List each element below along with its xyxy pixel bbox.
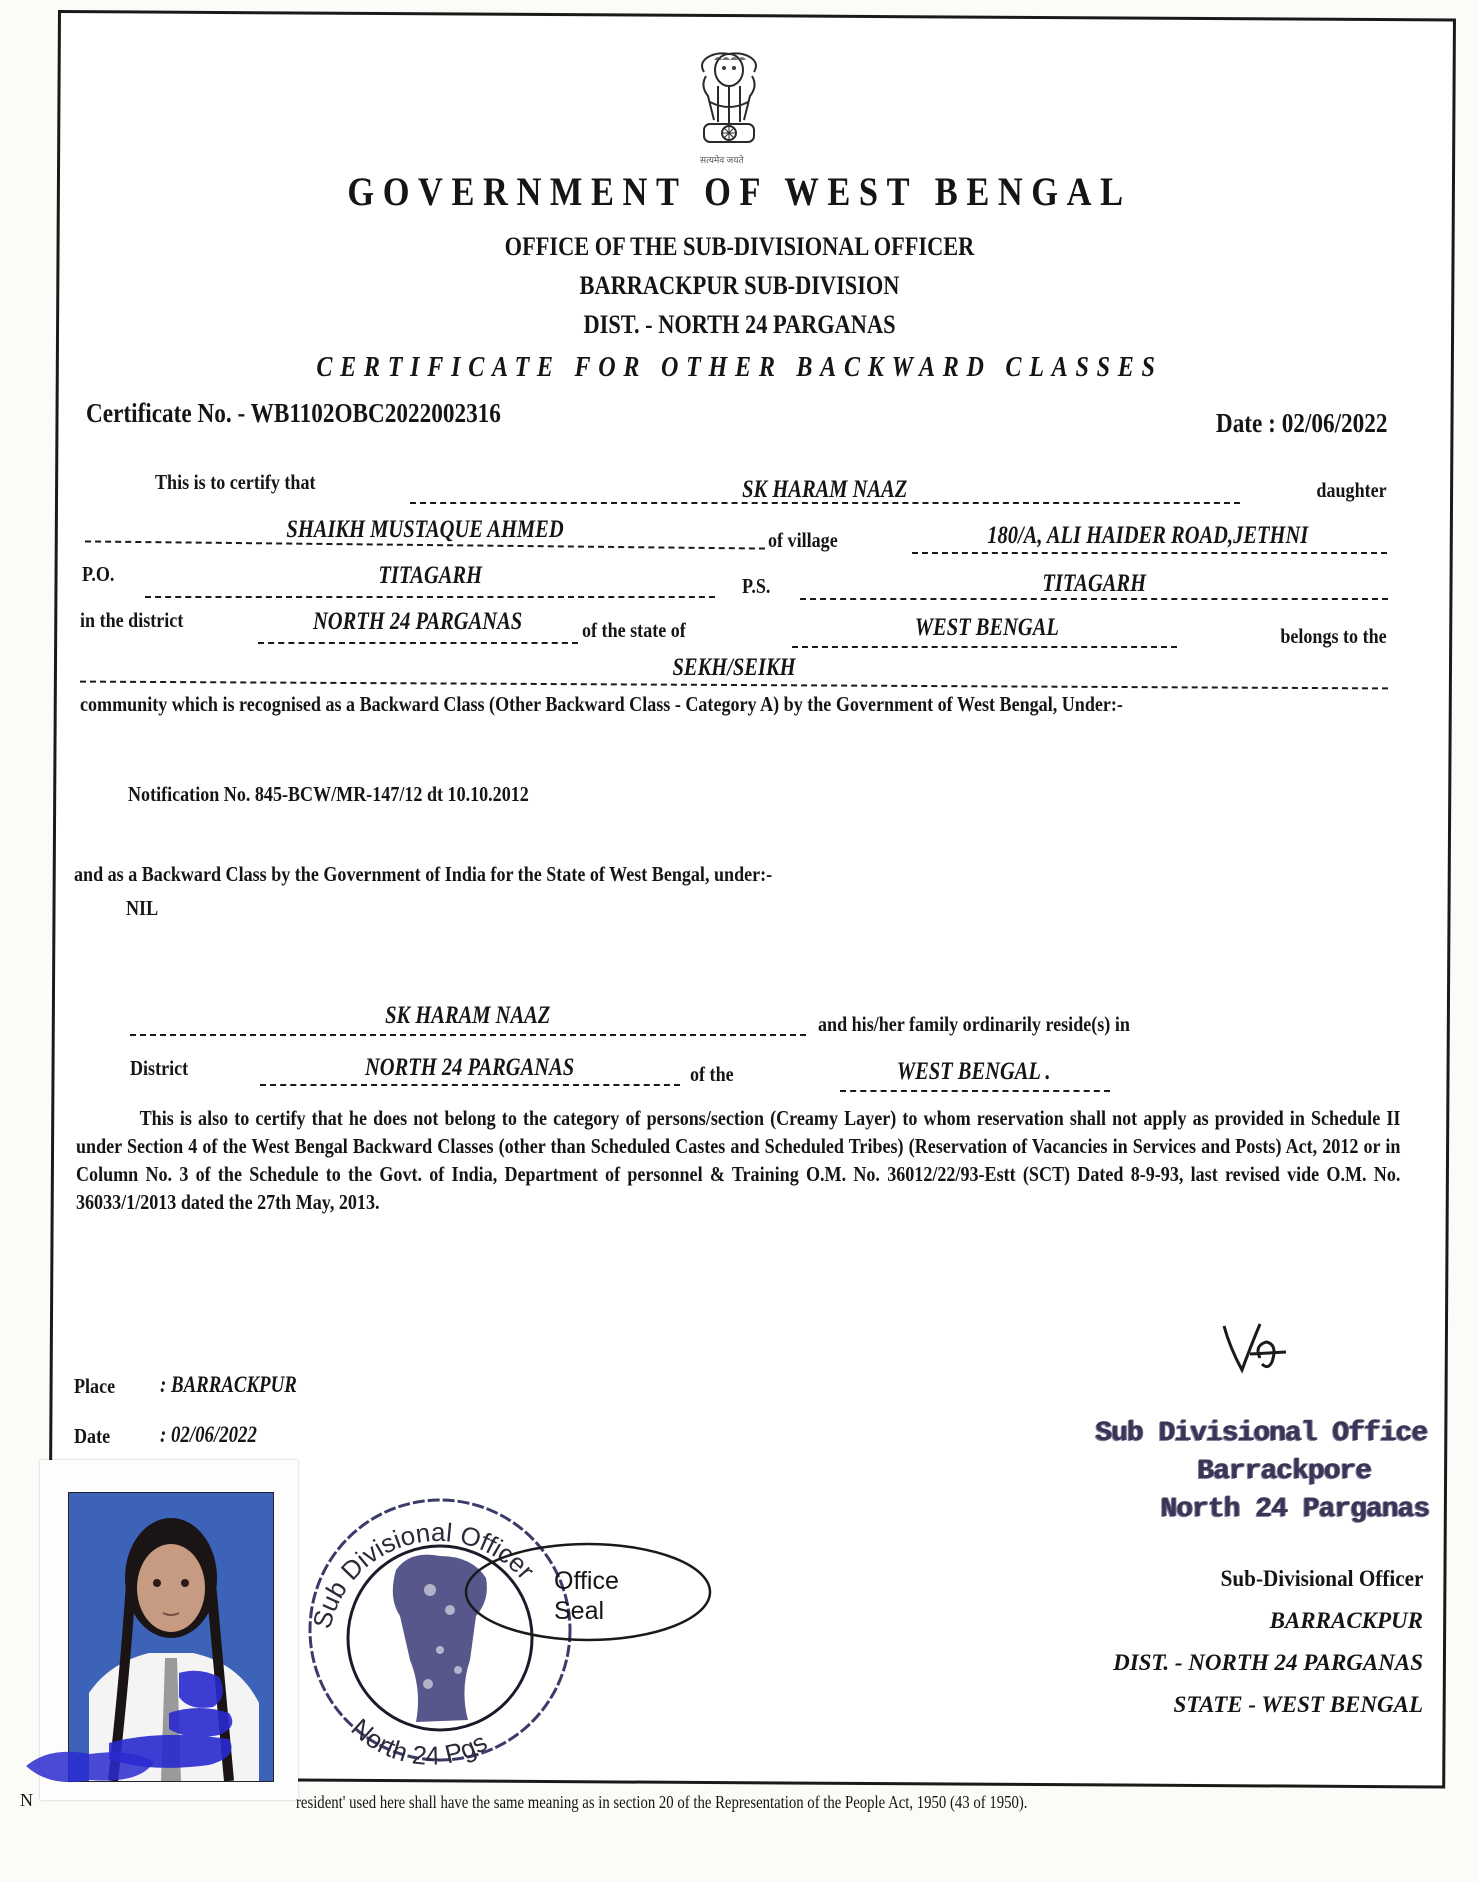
government-heading: GOVERNMENT OF WEST BENGAL — [347, 169, 1132, 214]
subdivision-heading: BARRACKPUR SUB-DIVISION — [579, 271, 900, 300]
office-seal-label-line-2: Seal — [554, 1597, 605, 1625]
creamy-layer-paragraph: This is also to certify that he does not belong to the category of persons/section (Creamy Layer) to whom reservation shall not apply as provided in Schedule II under Section 4 of the West Bengal Backward Classes (other than Scheduled Castes and Scheduled Tribes) (Reservation of Vacancies in Services and Posts) Act, 2012 or in Column No. 3 of the Schedule to the Govt. of India, Department of personnel & Training O.M. No. 36012/22/93-Estt (SCT) Dated 8-9-93, last revised vide O.M. No. 36033/1/2013 dated the 27th May, 2013. — [76, 1106, 1401, 1214]
officer-district: DIST. - NORTH 24 PARGANAS — [1113, 1650, 1423, 1675]
certificate-number-label: Certificate No. - — [86, 398, 246, 428]
ps-label: P.S. — [742, 574, 771, 598]
resident-name: SK HARAM NAAZ — [385, 1002, 551, 1029]
officer-state: STATE - WEST BENGAL — [1173, 1692, 1423, 1717]
office-seal-label-line-1: Office — [554, 1567, 619, 1595]
village-value: 180/A, ALI HAIDER ROAD,JETHNI — [986, 522, 1309, 549]
footer-date-value: : 02/06/2022 — [160, 1422, 257, 1447]
resident-state-underline — [840, 1090, 1110, 1092]
ps-underline — [800, 598, 1388, 600]
parent-name: SHAIKH MUSTAQUE AHMED — [286, 516, 564, 543]
sdo-stamp-line-3: North 24 Parganas — [1160, 1494, 1429, 1525]
footnote-prefix: N — [20, 1790, 33, 1810]
applicant-name-underline — [410, 502, 1240, 504]
issue-date-label: Date : — [1215, 408, 1276, 438]
village-label: of village — [768, 528, 838, 552]
of-the-label: of the — [690, 1062, 734, 1086]
certificate-number: WB1102OBC2022002316 — [250, 398, 501, 428]
applicant-name: SK HARAM NAAZ — [742, 476, 908, 503]
po-value: TITAGARH — [378, 562, 482, 589]
office-heading: OFFICE OF THE SUB-DIVISIONAL OFFICER — [504, 232, 975, 261]
district-value: NORTH 24 PARGANAS — [313, 608, 523, 635]
resident-state: WEST BENGAL . — [897, 1058, 1051, 1085]
photo-stamp-smudge — [20, 1740, 160, 1790]
certificate-title: CERTIFICATE FOR OTHER BACKWARD CLASSES — [316, 352, 1163, 383]
issue-date-row — [1215, 408, 1387, 439]
officer-title: Sub-Divisional Officer — [1220, 1566, 1423, 1591]
goi-value: NIL — [126, 896, 159, 920]
po-underline — [145, 596, 715, 598]
footer-date-label: Date — [74, 1424, 111, 1448]
svg-text:North 24 Pgs: North 24 Pgs — [345, 1712, 493, 1771]
office-seal-label — [554, 1566, 619, 1626]
certify-label: This is to certify that — [155, 470, 316, 494]
village-underline — [912, 552, 1387, 554]
district-heading: DIST. - NORTH 24 PARGANAS — [583, 310, 896, 339]
place-label: Place — [74, 1374, 116, 1398]
community-paragraph: community which is recognised as a Backward Class (Other Backward Class - Category A) by the Government of West Bengal, Under:- — [80, 692, 1123, 716]
resident-name-underline — [130, 1034, 806, 1036]
emblem-motto: सत्यमेव जयते — [700, 155, 744, 165]
signature-mark — [1220, 1318, 1300, 1378]
ps-value: TITAGARH — [1042, 570, 1146, 597]
resident-district-underline — [260, 1084, 680, 1086]
district-underline — [258, 642, 578, 644]
footnote-text: resident' used here shall have the same meaning as in section 20 of the Representation of the People Act, 1950 (43 of 1950). — [296, 1792, 1028, 1812]
state-value: WEST BENGAL — [914, 614, 1060, 641]
notification-text: Notification No. 845-BCW/MR-147/12 dt 10.10.2012 — [128, 782, 529, 806]
community-value: SEKH/SEIKH — [672, 654, 796, 681]
svg-text:Sub Divisional Officer: Sub Divisional Officer — [306, 1517, 541, 1632]
applicant-photo — [68, 1492, 274, 1782]
place-value: : BARRACKPUR — [160, 1372, 297, 1397]
relation-label: daughter — [1316, 478, 1387, 502]
po-label: P.O. — [82, 562, 115, 586]
sdo-stamp-line-2: Barrackpore — [1197, 1456, 1371, 1487]
state-underline — [792, 646, 1177, 648]
state-emblem-icon — [688, 42, 770, 160]
issue-date: 02/06/2022 — [1281, 408, 1387, 438]
resident-district-label: District — [130, 1056, 189, 1080]
certificate-number-row — [86, 398, 501, 429]
resident-text: and his/her family ordinarily reside(s) in — [818, 1012, 1130, 1036]
officer-place: BARRACKPUR — [1269, 1608, 1423, 1633]
goi-text: and as a Backward Class by the Government of India for the State of West Bengal, under:- — [74, 862, 773, 886]
state-label: of the state of — [582, 618, 686, 642]
belongs-label: belongs to the — [1280, 624, 1387, 648]
resident-district: NORTH 24 PARGANAS — [365, 1054, 575, 1081]
district-label: in the district — [80, 608, 184, 632]
sdo-stamp-line-1: Sub Divisional Office — [1095, 1418, 1427, 1449]
